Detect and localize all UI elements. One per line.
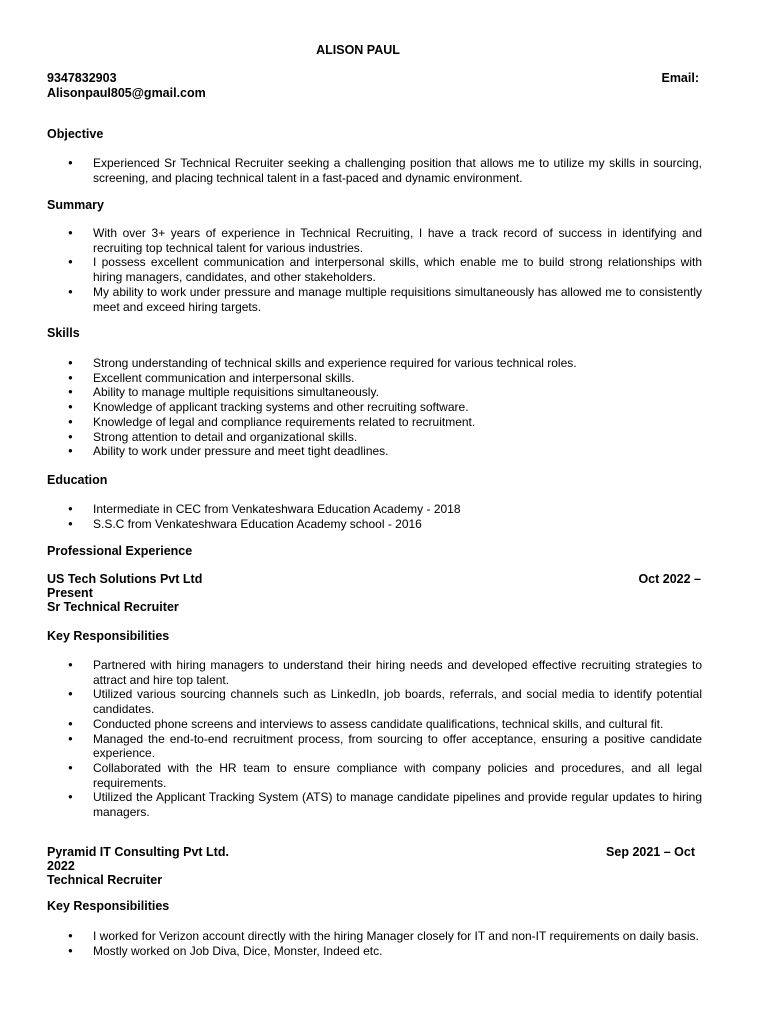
- candidate-name: ALISON PAUL: [316, 43, 400, 57]
- list-item: ● Utilized the Applicant Tracking System (ATS) to manage candidate pipelines and provide regular updates to hiring managers.: [47, 790, 702, 819]
- list-item: ● Experienced Sr Technical Recruiter seeking a challenging position that allows me to utilize my skills in sourcing, screening, and placing technical talent in a fast-paced and dynamic environment.: [47, 156, 702, 185]
- experience-heading: Professional Experience: [47, 544, 193, 558]
- job-date: Sep 2021 – Oct: [606, 845, 695, 859]
- list-item: ● Excellent communication and interpersonal skills.: [47, 371, 702, 386]
- phone-number: 9347832903: [47, 71, 117, 85]
- list-item: ● Partnered with hiring managers to understand their hiring needs and developed effective recruiting strategies to attract and hire top talent.: [47, 658, 702, 687]
- job-role: Technical Recruiter: [47, 873, 163, 887]
- job-date: Oct 2022 –: [638, 572, 701, 586]
- job-entry: [47, 572, 703, 614]
- email-address: Alisonpaul805@gmail.com: [47, 85, 206, 100]
- list-item: ● Managed the end-to-end recruitment process, from sourcing to offer acceptance, ensuring a positive candidate experience.: [47, 732, 702, 761]
- list-item: ● Collaborated with the HR team to ensure compliance with company policies and procedures, and all legal requirements.: [47, 761, 702, 790]
- contact-block: [47, 71, 703, 100]
- summary-heading: Summary: [47, 198, 104, 212]
- list-item: ● Conducted phone screens and interviews to assess candidate qualifications, technical skills, and cultural fit.: [47, 717, 702, 732]
- email-label: Email:: [661, 71, 699, 85]
- key-responsibilities-heading: Key Responsibilities: [47, 629, 170, 643]
- skills-heading: Skills: [47, 326, 80, 340]
- list-item: ● Strong understanding of technical skills and experience required for various technical roles.: [47, 356, 702, 371]
- skills-list: [47, 356, 702, 459]
- list-item: ● Knowledge of applicant tracking systems and other recruiting software.: [47, 400, 702, 415]
- company-name: Pyramid IT Consulting Pvt Ltd.: [47, 845, 229, 859]
- education-heading: Education: [47, 473, 108, 487]
- list-item: ● I worked for Verizon account directly with the hiring Manager closely for IT and non-IT requirements on daily basis.: [47, 929, 702, 944]
- objective-heading: Objective: [47, 127, 104, 141]
- responsibilities-list: [47, 658, 702, 820]
- summary-list: [47, 226, 702, 314]
- list-item: ● Strong attention to detail and organizational skills.: [47, 430, 702, 445]
- responsibilities-list: [47, 929, 702, 958]
- job-role: Sr Technical Recruiter: [47, 600, 179, 614]
- list-item: ● Utilized various sourcing channels such as LinkedIn, job boards, referrals, and social media to identify potential candidates.: [47, 687, 702, 716]
- company-name: US Tech Solutions Pvt Ltd: [47, 572, 203, 586]
- list-item: ● Knowledge of legal and compliance requirements related to recruitment.: [47, 415, 702, 430]
- job-date-continued: 2022: [47, 859, 75, 873]
- list-item: ● Intermediate in CEC from Venkateshwara Education Academy - 2018: [47, 502, 702, 517]
- list-item: ● My ability to work under pressure and manage multiple requisitions simultaneously has allowed me to consistently meet and exceed hiring targets.: [47, 285, 702, 314]
- job-entry: [47, 845, 703, 887]
- list-item: ● Ability to manage multiple requisitions simultaneously.: [47, 385, 702, 400]
- list-item: ● I possess excellent communication and interpersonal skills, which enable me to build strong relationships with hiring managers, candidates, and other stakeholders.: [47, 255, 702, 284]
- list-item: ● Ability to work under pressure and meet tight deadlines.: [47, 444, 702, 459]
- list-item: ● With over 3+ years of experience in Technical Recruiting, I have a track record of success in identifying and recruiting top technical talent for various industries.: [47, 226, 702, 255]
- job-date-continued: Present: [47, 586, 93, 600]
- education-list: [47, 502, 702, 531]
- list-item: ● S.S.C from Venkateshwara Education Academy school - 2016: [47, 517, 702, 532]
- key-responsibilities-heading: Key Responsibilities: [47, 899, 170, 913]
- objective-list: [47, 156, 702, 185]
- list-item: ● Mostly worked on Job Diva, Dice, Monster, Indeed etc.: [47, 944, 702, 959]
